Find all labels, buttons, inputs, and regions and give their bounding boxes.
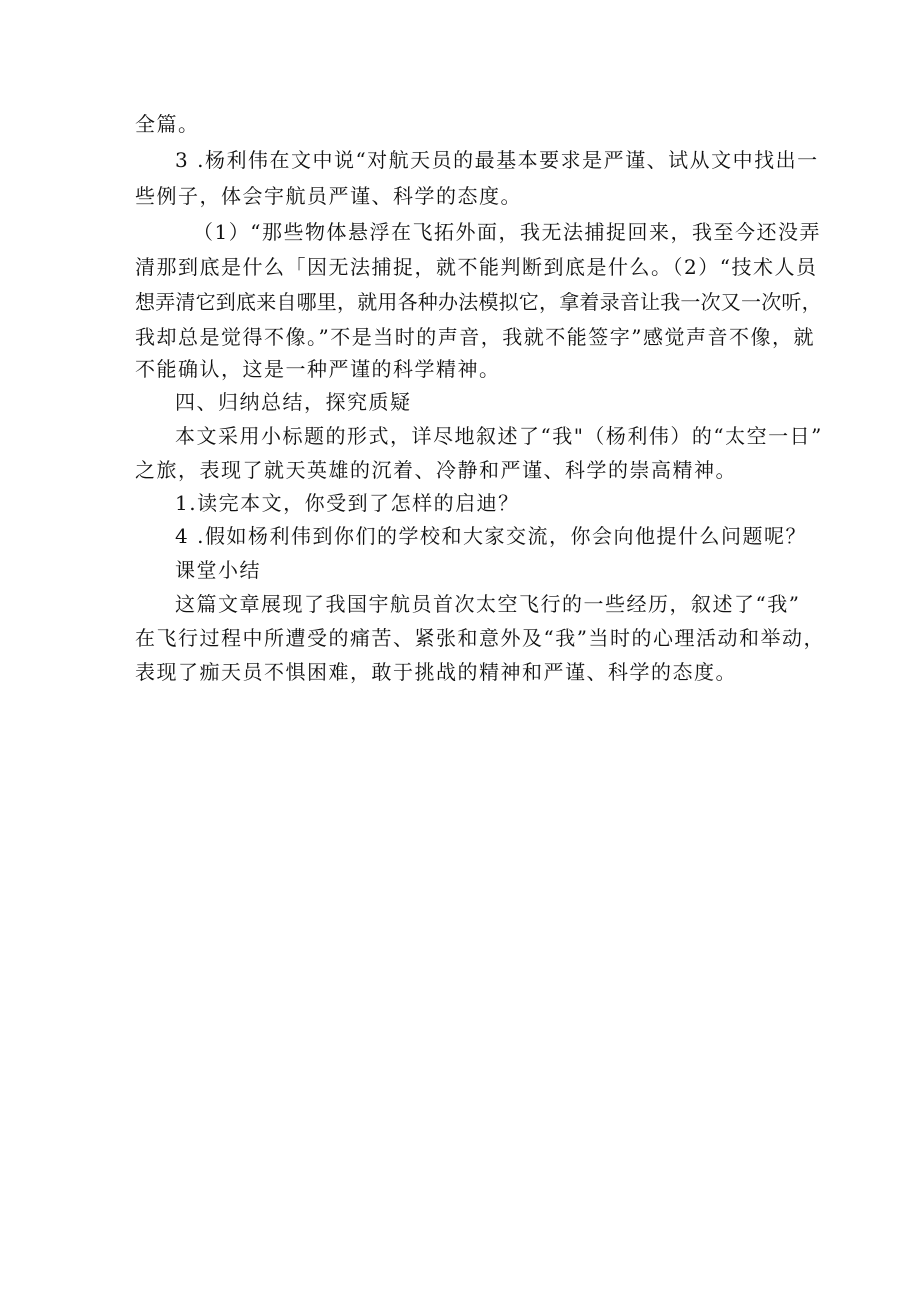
answer-line: 清那到底是什么「因无法捕捉，就不能判断到底是什么。（2）“技术人员 <box>135 255 818 279</box>
question-4-line: 4 .假如杨利伟到你们的学校和大家交流，你会向他提什么问题呢？ <box>175 524 807 548</box>
summary-line: 本文采用小标题的形式，详尽地叙述了“我"（杨利伟）的“太空一日” <box>175 424 823 448</box>
section-heading: 四、归纳总结，探究质疑 <box>175 390 412 414</box>
conclusion-line: 这篇文章展现了我国宇航员首次太空飞行的一些经历，叙述了“我” <box>175 592 801 616</box>
answer-line: 想弄清它到底来自哪里，就用各种办法模拟它，拿着录音让我一次又一次听， <box>135 290 822 314</box>
answer-line: 不能确认，这是一种严谨的科学精神。 <box>135 357 501 381</box>
summary-line: 之旅，表现了就天英雄的沉着、冷静和严谨、科学的崇高精神。 <box>135 458 737 482</box>
question-3-line: 些例子，体会宇航员严谨、科学的态度。 <box>135 184 522 208</box>
section-heading: 课堂小结 <box>175 558 261 582</box>
answer-line: （1）“那些物体悬浮在飞拓外面，我无法捕捉回来，我至今还没弄 <box>193 220 821 244</box>
question-3-line: 3 .杨利伟在文中说“对航天员的最基本要求是严谨、试从文中找出一 <box>175 148 819 172</box>
conclusion-line: 在飞行过程中所遭受的痛苦、紧张和意外及“我”当时的心理活动和举动， <box>135 626 825 650</box>
conclusion-line: 表现了痂天员不惧困难，敢于挑战的精神和严谨、科学的态度。 <box>135 660 737 684</box>
question-1-line: 1.读完本文，你受到了怎样的启迪？ <box>175 491 520 515</box>
answer-line: 我却总是觉得不像。”不是当时的声音，我就不能签字”感觉声音不像，就 <box>135 325 815 349</box>
text-line-continuation: 全篇。 <box>135 112 200 136</box>
